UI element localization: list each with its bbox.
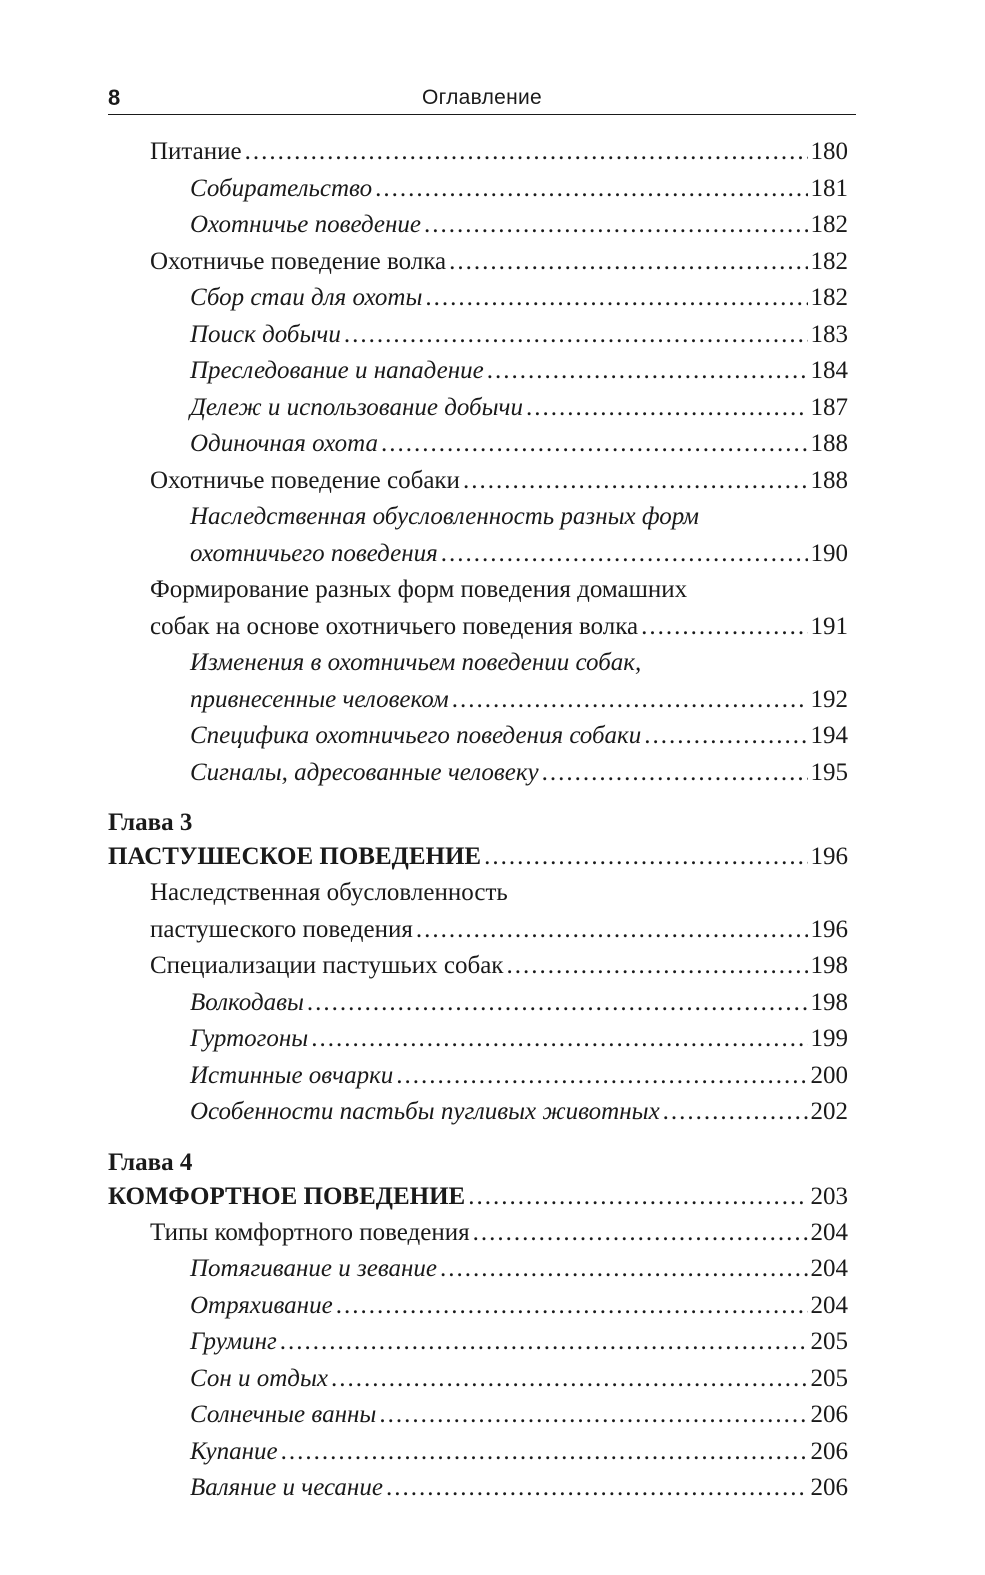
toc-entry [108, 390, 848, 427]
toc-entry [108, 499, 848, 572]
toc-entry-page: 204 [810, 1218, 848, 1246]
toc-entry-page: 183 [810, 320, 848, 348]
toc-entry [108, 1251, 848, 1288]
dot-leader [425, 280, 807, 317]
toc-entry [108, 948, 848, 985]
toc-entry-page: 205 [810, 1364, 848, 1392]
toc-entry [108, 645, 848, 718]
toc-entry-title: Преследование и нападение [190, 357, 484, 384]
toc-entry-page: 198 [810, 988, 848, 1016]
toc-entry [108, 755, 848, 792]
dot-leader [449, 244, 807, 281]
toc-entry [108, 1434, 848, 1471]
toc-entry [108, 1397, 848, 1434]
toc-entry-page: 182 [810, 211, 848, 238]
toc-entry [108, 1215, 848, 1252]
toc-entry-title: Типы комфортного поведения [150, 1218, 470, 1246]
toc-entry-page: 180 [810, 138, 848, 165]
toc-entry-page: 198 [810, 952, 848, 979]
dot-leader [526, 390, 808, 427]
toc-entry [108, 134, 848, 171]
toc-entry [108, 1094, 848, 1131]
chapter-title-entry [108, 1179, 848, 1215]
dot-leader [396, 1058, 807, 1095]
toc-entry-page: 196 [810, 915, 848, 943]
toc-entry-page: 191 [810, 612, 848, 640]
toc-entry-page: 188 [810, 430, 848, 457]
dot-leader [307, 985, 808, 1022]
toc-entry [108, 426, 848, 463]
running-head: Оглавление [421, 86, 543, 109]
dot-leader [487, 353, 808, 390]
toc-entry-title: Специфика охотничьего поведения собаки [190, 722, 642, 749]
toc-entry-title: Питание [150, 138, 242, 165]
toc-entry-title: Купание [190, 1437, 278, 1465]
toc-entry-title: Отряхивание [190, 1291, 333, 1319]
dot-leader [379, 1397, 807, 1434]
dot-leader [386, 1470, 808, 1507]
toc-entry [108, 1058, 848, 1095]
toc-entry-title-line1: Наследственная обусловленность [150, 879, 508, 906]
dot-leader [463, 463, 808, 500]
toc-entry-title: собак на основе охотничьего поведения волка [150, 612, 639, 640]
dot-leader [424, 207, 807, 244]
toc-entry-page: 187 [810, 393, 848, 421]
toc-entry-title: Охотничье поведение собаки [150, 466, 460, 494]
toc-entry-page: 188 [810, 466, 848, 494]
dot-leader [663, 1094, 808, 1131]
toc-entry [108, 317, 848, 354]
toc-entry-page: 206 [810, 1474, 848, 1501]
chapter-label-text: Глава 4 [108, 1148, 193, 1176]
chapter-label-text: Глава 3 [108, 809, 193, 836]
toc-entry-page: 202 [810, 1098, 848, 1125]
toc-entry [108, 875, 848, 948]
dot-leader [331, 1361, 808, 1398]
toc-entry-title: Дележ и использование добычи [190, 393, 523, 421]
toc-entry-page: 184 [810, 357, 848, 384]
toc-entry [108, 1361, 848, 1398]
toc-entry-title: Потягивание и зевание [190, 1255, 437, 1282]
toc-entry-page: 206 [810, 1437, 848, 1465]
toc-entry-title: Сбор стаи для охоты [190, 284, 423, 311]
toc-entry-title: ПАСТУШЕСКОЕ ПОВЕДЕНИЕ [108, 843, 482, 870]
dot-leader [381, 426, 808, 463]
toc-entry [108, 1324, 848, 1361]
page-header [108, 84, 856, 115]
dot-leader [644, 718, 807, 755]
toc-entry [108, 244, 848, 281]
dot-leader [375, 171, 807, 208]
dot-leader [506, 948, 807, 985]
toc-entry-page: 204 [810, 1255, 848, 1282]
toc-entry-page: 194 [810, 722, 848, 749]
chapter-label [108, 807, 848, 839]
toc-entry-title: Собирательство [190, 174, 373, 202]
dot-leader [281, 1434, 808, 1471]
toc-entry-page: 196 [810, 843, 848, 870]
dot-leader [473, 1215, 808, 1252]
toc-entry-title: Валяние и чесание [190, 1474, 383, 1501]
toc-entry [108, 353, 848, 390]
toc-entry-title: Охотничье поведение [190, 211, 422, 238]
toc-entry-title: Сон и отдых [190, 1364, 328, 1392]
toc-entry [108, 1288, 848, 1325]
chapter-title-entry [108, 839, 848, 875]
toc-entry [108, 985, 848, 1022]
toc-entry-title-line1: Изменения в охотничьем поведении собак, [190, 649, 642, 676]
dot-leader [336, 1288, 808, 1325]
dot-leader [542, 755, 808, 792]
dot-leader [452, 682, 808, 719]
toc-entry [108, 207, 848, 244]
toc-entry-title: Охотничье поведение волка [150, 247, 447, 275]
toc-entry-title-line1: Наследственная обусловленность разных форм [190, 503, 699, 530]
toc-entry-page: 181 [810, 174, 848, 202]
toc-entry-page: 192 [810, 685, 848, 713]
toc-entry-title: Поиск добычи [190, 320, 341, 348]
toc-entry-title: Гуртогоны [190, 1025, 309, 1052]
toc-entry-page: 203 [810, 1182, 848, 1210]
toc-entry-page: 182 [810, 284, 848, 311]
chapter-label [108, 1147, 848, 1179]
toc-entry-page: 195 [810, 758, 848, 786]
dot-leader [440, 1251, 808, 1288]
toc-entry-title: охотничьего поведения [190, 539, 438, 567]
toc-entry [108, 171, 848, 208]
dot-leader [416, 912, 808, 949]
dot-leader [311, 1021, 807, 1058]
toc-entry-page: 190 [810, 539, 848, 567]
toc-entry-title: Сигналы, адресованные человеку [190, 758, 539, 786]
toc-entry [108, 280, 848, 317]
toc-entry-title: Истинные овчарки [190, 1061, 394, 1089]
toc-entry-page: 200 [810, 1061, 848, 1089]
table-of-contents [108, 134, 848, 1507]
dot-leader [484, 839, 807, 875]
page-number: 8 [108, 85, 121, 110]
toc-entry-title: Волкодавы [190, 988, 304, 1016]
dot-leader [468, 1179, 807, 1215]
toc-entry [108, 572, 848, 645]
toc-entry-page: 204 [810, 1291, 848, 1319]
toc-entry-page: 205 [810, 1328, 848, 1355]
dot-leader [441, 536, 808, 573]
toc-entry-title: привнесенные человеком [190, 685, 449, 713]
toc-entry-title: Солнечные ванны [190, 1401, 377, 1428]
toc-entry-title: Груминг [190, 1328, 277, 1355]
toc-entry-title: Одиночная охота [190, 430, 378, 457]
toc-entry-title: Специализации пастушьих собак [150, 952, 504, 979]
toc-entry [108, 463, 848, 500]
toc-entry [108, 1021, 848, 1058]
toc-entry-page: 206 [810, 1401, 848, 1428]
toc-entry-title: КОМФОРТНОЕ ПОВЕДЕНИЕ [108, 1182, 466, 1210]
toc-entry-page: 199 [810, 1025, 848, 1052]
toc-entry-page: 182 [810, 247, 848, 275]
toc-entry-title: пастушеского поведения [150, 915, 413, 943]
toc-entry-title: Особенности пастьбы пугливых животных [190, 1098, 660, 1125]
toc-entry-title-line1: Формирование разных форм поведения домашних [150, 576, 688, 603]
dot-leader [245, 134, 808, 171]
dot-leader [280, 1324, 808, 1361]
toc-entry [108, 718, 848, 755]
dot-leader [641, 609, 807, 646]
toc-entry [108, 1470, 848, 1507]
dot-leader [344, 317, 808, 354]
